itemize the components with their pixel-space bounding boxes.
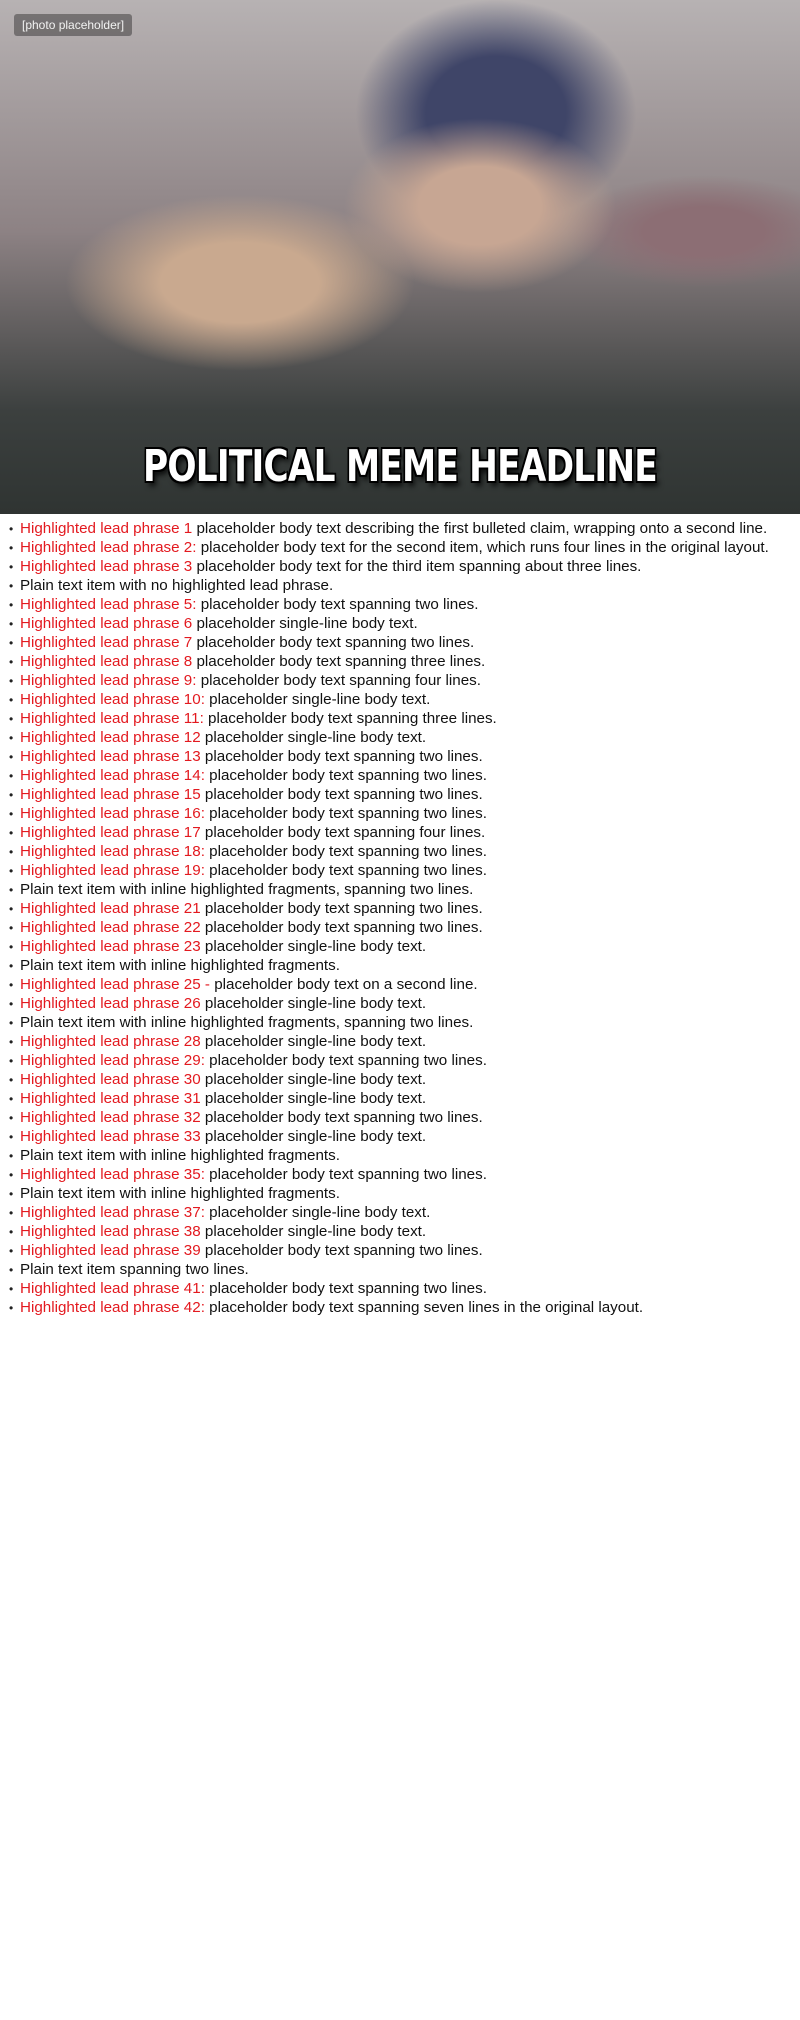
list-item xyxy=(8,957,792,975)
list-item-body: placeholder body text spanning two lines. xyxy=(200,1109,483,1126)
list-item xyxy=(8,615,792,633)
list-item-body: placeholder body text spanning two lines. xyxy=(200,900,483,917)
list-item-lead: Highlighted lead phrase 15 xyxy=(20,786,201,803)
list-item xyxy=(8,995,792,1013)
list-item-body: placeholder body text spanning two lines. xyxy=(204,1166,487,1183)
list-item-lead: Highlighted lead phrase 17 xyxy=(20,824,201,841)
image-placeholder-note: [photo placeholder] xyxy=(14,14,132,36)
list-item-lead: Highlighted lead phrase 35: xyxy=(20,1166,205,1183)
list-item-body: Plain text item with inline highlighted fragments. xyxy=(20,1147,340,1164)
list-item-body: placeholder body text spanning two lines. xyxy=(204,1280,487,1297)
list-item xyxy=(8,1242,792,1260)
list-item xyxy=(8,1014,792,1032)
list-item-lead: Highlighted lead phrase 28 xyxy=(20,1033,201,1050)
list-item-lead: Highlighted lead phrase 33 xyxy=(20,1128,201,1145)
list-item-body: placeholder body text spanning two lines. xyxy=(200,1242,483,1259)
list-item-lead: Highlighted lead phrase 14: xyxy=(20,767,205,784)
list-item-lead: Highlighted lead phrase 3 xyxy=(20,558,193,575)
hero-image xyxy=(0,0,800,514)
list-item xyxy=(8,710,792,728)
list-item-body: placeholder body text spanning four lines. xyxy=(196,672,481,689)
list-item xyxy=(8,919,792,937)
list-item xyxy=(8,843,792,861)
list-item-lead: Highlighted lead phrase 38 xyxy=(20,1223,201,1240)
list-item xyxy=(8,748,792,766)
list-item-lead: Highlighted lead phrase 32 xyxy=(20,1109,201,1126)
list-item-lead: Highlighted lead phrase 10: xyxy=(20,691,205,708)
list-item xyxy=(8,1147,792,1165)
list-item xyxy=(8,1071,792,1089)
list-item-lead: Highlighted lead phrase 19: xyxy=(20,862,205,879)
list-item xyxy=(8,653,792,671)
list-item xyxy=(8,938,792,956)
list-item-body: placeholder body text spanning two lines. xyxy=(196,596,479,613)
list-item-body: placeholder single-line body text. xyxy=(200,995,427,1012)
list-item-body: Plain text item with inline highlighted fragments. xyxy=(20,957,340,974)
list-item xyxy=(8,1204,792,1222)
list-item-body: placeholder body text for the second item, which runs four lines in the original layout. xyxy=(196,539,769,556)
list-item-lead: Highlighted lead phrase 42: xyxy=(20,1299,205,1316)
list-item xyxy=(8,634,792,652)
list-item xyxy=(8,1033,792,1051)
list-item-body: placeholder body text spanning two lines. xyxy=(204,843,487,860)
list-item-lead: Highlighted lead phrase 5: xyxy=(20,596,197,613)
list-item-lead: Highlighted lead phrase 22 xyxy=(20,919,201,936)
list-item xyxy=(8,805,792,823)
list-item-body: placeholder single-line body text. xyxy=(200,1223,427,1240)
list-item xyxy=(8,577,792,595)
list-item-body: placeholder body text spanning two lines. xyxy=(204,1052,487,1069)
list-item-lead: Highlighted lead phrase 11: xyxy=(20,710,204,727)
list-item-lead: Highlighted lead phrase 41: xyxy=(20,1280,205,1297)
list-item-body: placeholder single-line body text. xyxy=(204,1204,431,1221)
list-item-lead: Highlighted lead phrase 16: xyxy=(20,805,205,822)
list-item-body: placeholder body text spanning two lines. xyxy=(204,767,487,784)
hero-headline: POLITICAL MEME HEADLINE xyxy=(143,441,657,492)
list-item xyxy=(8,520,792,538)
list-item xyxy=(8,691,792,709)
list-item xyxy=(8,596,792,614)
list-item xyxy=(8,767,792,785)
list-item-lead: Highlighted lead phrase 31 xyxy=(20,1090,201,1107)
list-item xyxy=(8,672,792,690)
list-item-lead: Highlighted lead phrase 23 xyxy=(20,938,201,955)
bullet-list xyxy=(0,514,800,1328)
list-item xyxy=(8,1166,792,1184)
list-item-lead: Highlighted lead phrase 7 xyxy=(20,634,193,651)
list-item xyxy=(8,1052,792,1070)
list-item-body: placeholder body text on a second line. xyxy=(209,976,478,993)
list-item xyxy=(8,862,792,880)
list-item-lead: Highlighted lead phrase 2: xyxy=(20,539,197,556)
list-item-lead: Highlighted lead phrase 30 xyxy=(20,1071,201,1088)
list-item-lead: Highlighted lead phrase 18: xyxy=(20,843,205,860)
list-item-lead: Highlighted lead phrase 6 xyxy=(20,615,193,632)
list-item-body: placeholder body text spanning two lines. xyxy=(200,919,483,936)
list-item xyxy=(8,976,792,994)
list-item-lead: Highlighted lead phrase 9: xyxy=(20,672,197,689)
list-item-lead: Highlighted lead phrase 39 xyxy=(20,1242,201,1259)
list-item xyxy=(8,1280,792,1298)
list-item-body: placeholder body text spanning three lines. xyxy=(203,710,497,727)
list-item-body: placeholder body text spanning two lines. xyxy=(192,634,475,651)
list-item-lead: Highlighted lead phrase 25 - xyxy=(20,976,210,993)
list-item-body: placeholder single-line body text. xyxy=(200,1128,427,1145)
list-item-body: placeholder single-line body text. xyxy=(204,691,431,708)
list-item xyxy=(8,1128,792,1146)
list-item-body: Plain text item with inline highlighted fragments. xyxy=(20,1185,340,1202)
list-item-body: placeholder body text spanning four lines. xyxy=(200,824,486,841)
list-item xyxy=(8,786,792,804)
list-item-lead: Highlighted lead phrase 12 xyxy=(20,729,201,746)
list-item-lead: Highlighted lead phrase 13 xyxy=(20,748,201,765)
list-item-body: placeholder single-line body text. xyxy=(200,729,427,746)
list-item xyxy=(8,1109,792,1127)
list-item-body: placeholder body text spanning two lines. xyxy=(200,748,483,765)
list-item xyxy=(8,1261,792,1279)
list-item-body: Plain text item with inline highlighted fragments, spanning two lines. xyxy=(20,881,474,898)
list-item xyxy=(8,539,792,557)
list-item-lead: Highlighted lead phrase 26 xyxy=(20,995,201,1012)
list-item-body: Plain text item with inline highlighted fragments, spanning two lines. xyxy=(20,1014,474,1031)
list-item-body: placeholder body text spanning three lines. xyxy=(192,653,486,670)
list-item-body: placeholder body text describing the first bulleted claim, wrapping onto a second line. xyxy=(192,520,768,537)
list-item xyxy=(8,824,792,842)
list-item-body: placeholder body text spanning two lines. xyxy=(200,786,483,803)
list-item-lead: Highlighted lead phrase 37: xyxy=(20,1204,205,1221)
list-item-body: placeholder body text spanning seven lines in the original layout. xyxy=(204,1299,644,1316)
list-item-body: placeholder single-line body text. xyxy=(200,1033,427,1050)
list-item xyxy=(8,881,792,899)
list-item-body: Plain text item spanning two lines. xyxy=(20,1261,249,1278)
list-item-lead: Highlighted lead phrase 1 xyxy=(20,520,193,537)
list-item xyxy=(8,558,792,576)
list-item-lead: Highlighted lead phrase 8 xyxy=(20,653,193,670)
list-item-lead: Highlighted lead phrase 21 xyxy=(20,900,201,917)
list-item xyxy=(8,729,792,747)
list-item-body: placeholder single-line body text. xyxy=(192,615,418,632)
list-item xyxy=(8,1223,792,1241)
list-item-body: placeholder body text spanning two lines. xyxy=(204,862,487,879)
list-item xyxy=(8,900,792,918)
list-item-body: placeholder single-line body text. xyxy=(200,1090,427,1107)
list-item-lead: Highlighted lead phrase 29: xyxy=(20,1052,205,1069)
list-item-body: placeholder body text spanning two lines. xyxy=(204,805,487,822)
list-item-body: placeholder body text for the third item spanning about three lines. xyxy=(192,558,642,575)
list-item-body: placeholder single-line body text. xyxy=(200,938,427,955)
list-item-body: placeholder single-line body text. xyxy=(200,1071,427,1088)
list-item-body: Plain text item with no highlighted lead phrase. xyxy=(20,577,334,594)
list-item xyxy=(8,1299,792,1317)
list-item xyxy=(8,1185,792,1203)
list-item xyxy=(8,1090,792,1108)
